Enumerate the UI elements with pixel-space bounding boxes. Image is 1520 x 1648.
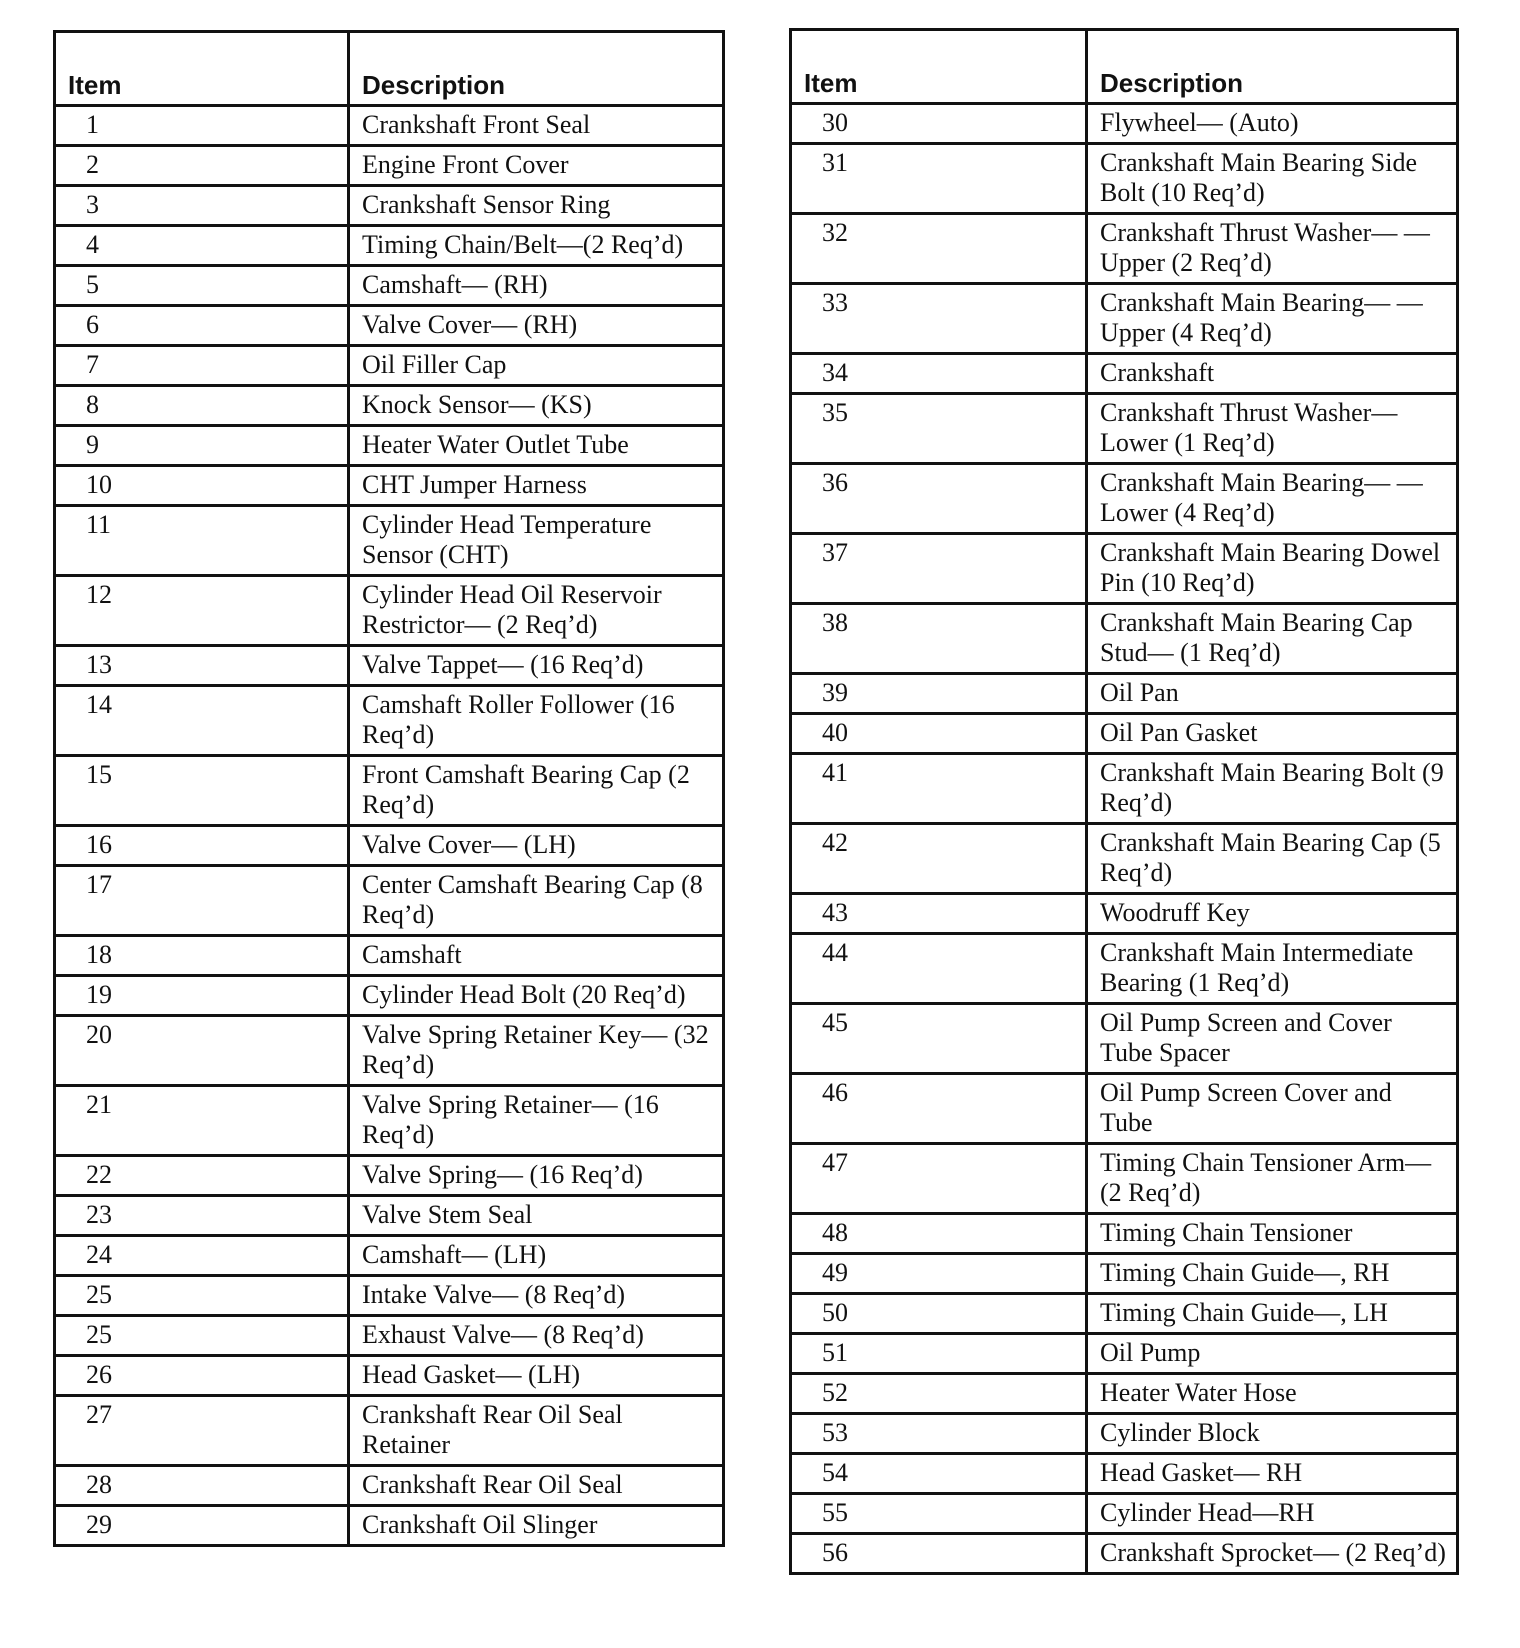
item-description: Cylinder Head Bolt (20 Req’d) bbox=[349, 976, 724, 1016]
item-number: 38 bbox=[791, 604, 1087, 674]
table-row bbox=[791, 1534, 1458, 1574]
item-description: Crankshaft Main Bearing Cap (5 Req’d) bbox=[1087, 824, 1458, 894]
item-number: 52 bbox=[791, 1374, 1087, 1414]
item-description: Camshaft bbox=[349, 936, 724, 976]
item-description: Crankshaft Main Bearing Side Bolt (10 Req’d) bbox=[1087, 144, 1458, 214]
item-description: Crankshaft Main Bearing Dowel Pin (10 Req’d) bbox=[1087, 534, 1458, 604]
item-description: Head Gasket— (LH) bbox=[349, 1356, 724, 1396]
table-row bbox=[55, 426, 724, 466]
table-row bbox=[791, 934, 1458, 1004]
item-number: 50 bbox=[791, 1294, 1087, 1334]
item-description: Crankshaft Main Intermediate Bearing (1 Req’d) bbox=[1087, 934, 1458, 1004]
item-number: 1 bbox=[55, 106, 349, 146]
item-number: 10 bbox=[55, 466, 349, 506]
item-description: Cylinder Head Oil Reservoir Restrictor— (2 Req’d) bbox=[349, 576, 724, 646]
item-number: 27 bbox=[55, 1396, 349, 1466]
table-row bbox=[55, 1506, 724, 1546]
item-description: Timing Chain Tensioner Arm— (2 Req’d) bbox=[1087, 1144, 1458, 1214]
table-row bbox=[791, 1254, 1458, 1294]
item-description: Camshaft— (LH) bbox=[349, 1236, 724, 1276]
table-row bbox=[791, 604, 1458, 674]
item-description: Heater Water Hose bbox=[1087, 1374, 1458, 1414]
item-description: Intake Valve— (8 Req’d) bbox=[349, 1276, 724, 1316]
item-number: 28 bbox=[55, 1466, 349, 1506]
item-description: Oil Pump Screen and Cover Tube Spacer bbox=[1087, 1004, 1458, 1074]
item-number: 43 bbox=[791, 894, 1087, 934]
table-row bbox=[791, 894, 1458, 934]
item-number: 23 bbox=[55, 1196, 349, 1236]
table-row bbox=[791, 1374, 1458, 1414]
table-row bbox=[791, 1004, 1458, 1074]
table-row bbox=[791, 534, 1458, 604]
item-description: Timing Chain Guide—, LH bbox=[1087, 1294, 1458, 1334]
item-column-header: Item bbox=[55, 32, 349, 106]
item-number: 20 bbox=[55, 1016, 349, 1086]
item-number: 19 bbox=[55, 976, 349, 1016]
table-row bbox=[55, 1466, 724, 1506]
table-row bbox=[55, 826, 724, 866]
item-description: Crankshaft Sprocket— (2 Req’d) bbox=[1087, 1534, 1458, 1574]
item-number: 46 bbox=[791, 1074, 1087, 1144]
item-number: 51 bbox=[791, 1334, 1087, 1374]
table-row bbox=[55, 646, 724, 686]
item-description: Valve Tappet— (16 Req’d) bbox=[349, 646, 724, 686]
table-row bbox=[55, 1156, 724, 1196]
item-number: 45 bbox=[791, 1004, 1087, 1074]
item-number: 29 bbox=[55, 1506, 349, 1546]
item-number: 55 bbox=[791, 1494, 1087, 1534]
item-number: 36 bbox=[791, 464, 1087, 534]
table-row bbox=[55, 1196, 724, 1236]
item-number: 31 bbox=[791, 144, 1087, 214]
item-description: Center Camshaft Bearing Cap (8 Req’d) bbox=[349, 866, 724, 936]
table-row bbox=[55, 106, 724, 146]
item-description: CHT Jumper Harness bbox=[349, 466, 724, 506]
item-description: Crankshaft Thrust Washer— — Upper (2 Req’d) bbox=[1087, 214, 1458, 284]
description-column-header: Description bbox=[349, 32, 724, 106]
parts-table-left-body bbox=[55, 106, 724, 1546]
item-description: Crankshaft Oil Slinger bbox=[349, 1506, 724, 1546]
item-description: Crankshaft Main Bearing— — Lower (4 Req’d) bbox=[1087, 464, 1458, 534]
item-number: 17 bbox=[55, 866, 349, 936]
item-description: Crankshaft Front Seal bbox=[349, 106, 724, 146]
item-description: Timing Chain Tensioner bbox=[1087, 1214, 1458, 1254]
item-number: 26 bbox=[55, 1356, 349, 1396]
item-number: 30 bbox=[791, 104, 1087, 144]
item-description: Flywheel— (Auto) bbox=[1087, 104, 1458, 144]
parts-table-right-body bbox=[791, 104, 1458, 1574]
table-row bbox=[55, 1086, 724, 1156]
table-row bbox=[791, 394, 1458, 464]
table-header-row bbox=[55, 32, 724, 106]
table-row bbox=[55, 146, 724, 186]
item-description: Oil Pan bbox=[1087, 674, 1458, 714]
item-number: 14 bbox=[55, 686, 349, 756]
item-description: Valve Cover— (LH) bbox=[349, 826, 724, 866]
item-number: 33 bbox=[791, 284, 1087, 354]
item-description: Cylinder Head—RH bbox=[1087, 1494, 1458, 1534]
item-description: Timing Chain/Belt—(2 Req’d) bbox=[349, 226, 724, 266]
item-number: 25 bbox=[55, 1276, 349, 1316]
item-description: Crankshaft Rear Oil Seal bbox=[349, 1466, 724, 1506]
item-number: 16 bbox=[55, 826, 349, 866]
item-description: Crankshaft Thrust Washer—Lower (1 Req’d) bbox=[1087, 394, 1458, 464]
item-number: 15 bbox=[55, 756, 349, 826]
item-description: Valve Cover— (RH) bbox=[349, 306, 724, 346]
item-number: 12 bbox=[55, 576, 349, 646]
item-number: 54 bbox=[791, 1454, 1087, 1494]
table-row bbox=[791, 464, 1458, 534]
item-description: Oil Pan Gasket bbox=[1087, 714, 1458, 754]
item-description: Cylinder Block bbox=[1087, 1414, 1458, 1454]
item-number: 40 bbox=[791, 714, 1087, 754]
table-row bbox=[55, 756, 724, 826]
table-row bbox=[791, 754, 1458, 824]
item-description: Valve Stem Seal bbox=[349, 1196, 724, 1236]
table-row bbox=[55, 346, 724, 386]
item-description: Front Camshaft Bearing Cap (2 Req’d) bbox=[349, 756, 724, 826]
table-row bbox=[55, 266, 724, 306]
item-number: 47 bbox=[791, 1144, 1087, 1214]
item-description: Camshaft— (RH) bbox=[349, 266, 724, 306]
table-row bbox=[55, 1276, 724, 1316]
item-description: Crankshaft Main Bearing— — Upper (4 Req’d) bbox=[1087, 284, 1458, 354]
table-row bbox=[791, 284, 1458, 354]
item-number: 7 bbox=[55, 346, 349, 386]
table-row bbox=[55, 506, 724, 576]
item-description: Exhaust Valve— (8 Req’d) bbox=[349, 1316, 724, 1356]
item-number: 8 bbox=[55, 386, 349, 426]
table-row bbox=[55, 1396, 724, 1466]
item-number: 18 bbox=[55, 936, 349, 976]
item-number: 4 bbox=[55, 226, 349, 266]
item-number: 48 bbox=[791, 1214, 1087, 1254]
item-number: 39 bbox=[791, 674, 1087, 714]
parts-table-left bbox=[53, 30, 725, 1547]
item-number: 5 bbox=[55, 266, 349, 306]
item-number: 42 bbox=[791, 824, 1087, 894]
item-number: 3 bbox=[55, 186, 349, 226]
item-description: Oil Pump bbox=[1087, 1334, 1458, 1374]
table-row bbox=[55, 226, 724, 266]
item-description: Valve Spring Retainer Key— (32 Req’d) bbox=[349, 1016, 724, 1086]
item-description: Head Gasket— RH bbox=[1087, 1454, 1458, 1494]
table-row bbox=[55, 1316, 724, 1356]
table-row bbox=[55, 306, 724, 346]
table-row bbox=[791, 144, 1458, 214]
item-description: Valve Spring Retainer— (16 Req’d) bbox=[349, 1086, 724, 1156]
table-row bbox=[55, 186, 724, 226]
table-row bbox=[791, 674, 1458, 714]
item-description: Oil Filler Cap bbox=[349, 346, 724, 386]
table-row bbox=[791, 214, 1458, 284]
parts-table-right bbox=[789, 28, 1459, 1575]
item-number: 22 bbox=[55, 1156, 349, 1196]
table-row bbox=[55, 1236, 724, 1276]
description-column-header: Description bbox=[1087, 30, 1458, 104]
item-column-header: Item bbox=[791, 30, 1087, 104]
table-row bbox=[55, 976, 724, 1016]
item-description: Heater Water Outlet Tube bbox=[349, 426, 724, 466]
item-description: Camshaft Roller Follower (16 Req’d) bbox=[349, 686, 724, 756]
table-row bbox=[791, 1074, 1458, 1144]
item-description: Crankshaft Sensor Ring bbox=[349, 186, 724, 226]
item-description: Valve Spring— (16 Req’d) bbox=[349, 1156, 724, 1196]
table-row bbox=[791, 354, 1458, 394]
item-description: Oil Pump Screen Cover and Tube bbox=[1087, 1074, 1458, 1144]
table-row bbox=[55, 686, 724, 756]
item-number: 13 bbox=[55, 646, 349, 686]
item-number: 2 bbox=[55, 146, 349, 186]
item-number: 41 bbox=[791, 754, 1087, 824]
item-number: 9 bbox=[55, 426, 349, 466]
table-row bbox=[55, 1016, 724, 1086]
item-number: 6 bbox=[55, 306, 349, 346]
table-row bbox=[55, 386, 724, 426]
item-description: Crankshaft bbox=[1087, 354, 1458, 394]
table-row bbox=[55, 936, 724, 976]
table-row bbox=[791, 1144, 1458, 1214]
item-number: 56 bbox=[791, 1534, 1087, 1574]
table-row bbox=[55, 866, 724, 936]
item-number: 53 bbox=[791, 1414, 1087, 1454]
item-number: 34 bbox=[791, 354, 1087, 394]
item-number: 32 bbox=[791, 214, 1087, 284]
item-description: Timing Chain Guide—, RH bbox=[1087, 1254, 1458, 1294]
item-description: Engine Front Cover bbox=[349, 146, 724, 186]
table-row bbox=[791, 1454, 1458, 1494]
table-row bbox=[791, 1214, 1458, 1254]
item-description: Crankshaft Rear Oil Seal Retainer bbox=[349, 1396, 724, 1466]
table-header-row bbox=[791, 30, 1458, 104]
table-row bbox=[791, 1334, 1458, 1374]
table-row bbox=[791, 1414, 1458, 1454]
table-row bbox=[55, 576, 724, 646]
table-row bbox=[791, 1294, 1458, 1334]
table-row bbox=[55, 466, 724, 506]
item-number: 11 bbox=[55, 506, 349, 576]
table-row bbox=[791, 824, 1458, 894]
item-number: 35 bbox=[791, 394, 1087, 464]
item-description: Crankshaft Main Bearing Cap Stud— (1 Req’d) bbox=[1087, 604, 1458, 674]
item-number: 24 bbox=[55, 1236, 349, 1276]
item-number: 25 bbox=[55, 1316, 349, 1356]
item-description: Knock Sensor— (KS) bbox=[349, 386, 724, 426]
item-description: Crankshaft Main Bearing Bolt (9 Req’d) bbox=[1087, 754, 1458, 824]
item-description: Woodruff Key bbox=[1087, 894, 1458, 934]
item-number: 37 bbox=[791, 534, 1087, 604]
item-number: 21 bbox=[55, 1086, 349, 1156]
table-row bbox=[791, 1494, 1458, 1534]
table-row bbox=[791, 714, 1458, 754]
item-number: 49 bbox=[791, 1254, 1087, 1294]
table-row bbox=[55, 1356, 724, 1396]
item-number: 44 bbox=[791, 934, 1087, 1004]
item-description: Cylinder Head Temperature Sensor (CHT) bbox=[349, 506, 724, 576]
table-row bbox=[791, 104, 1458, 144]
